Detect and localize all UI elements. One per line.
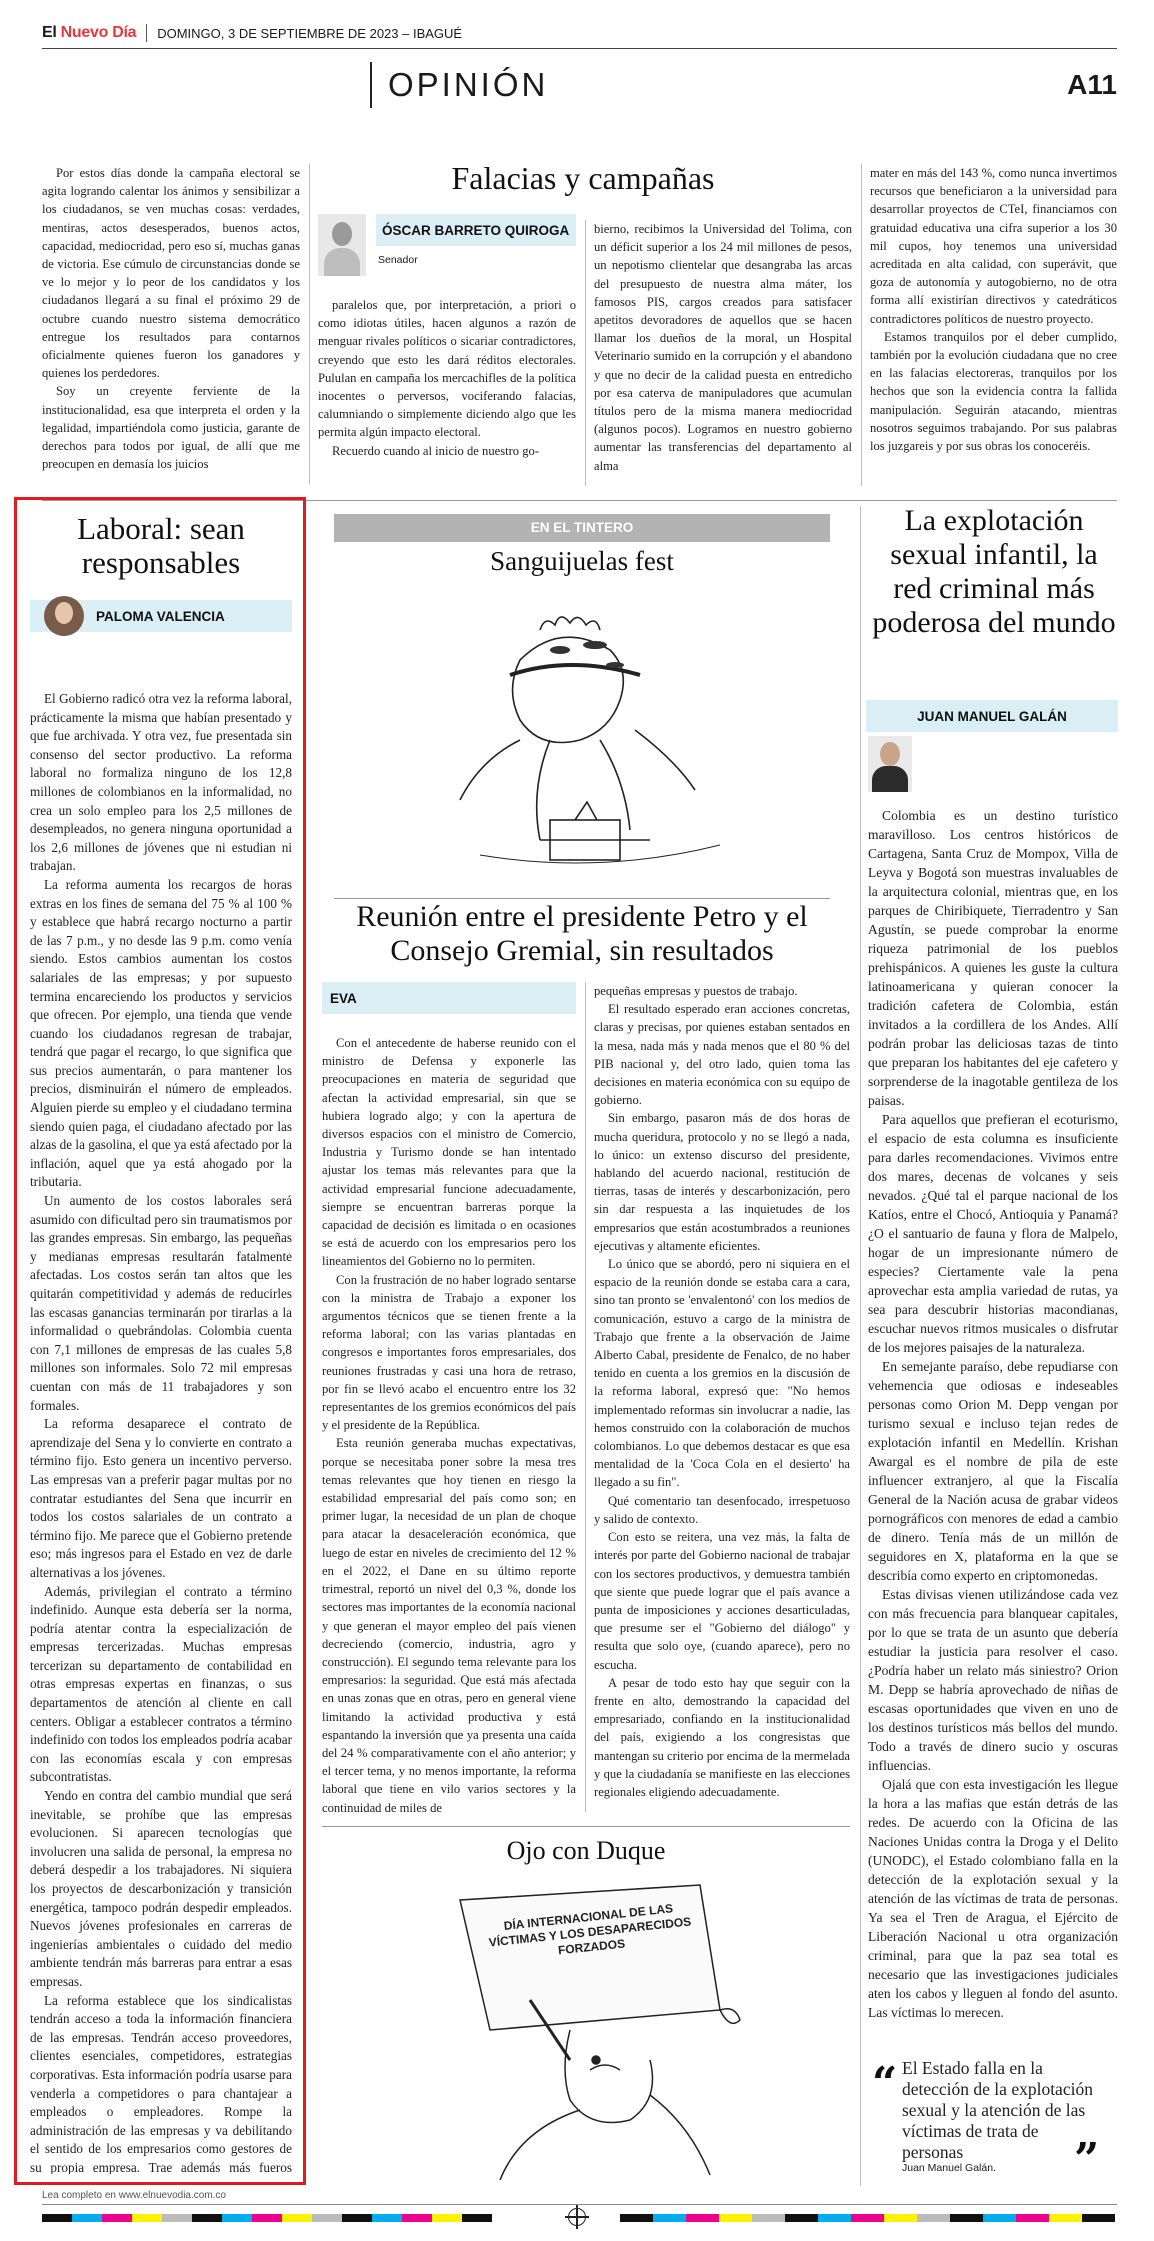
paragraph: El resultado esperado eran acciones concretas, claras y precisas, por quienes estaban sentados en la mesa, nada más y nada menos que el 80 % del PIB nacional y, del otro lado, quien toma las decisiones en materia económica con su equipo de gobierno. xyxy=(594,1002,850,1108)
registration-mark-icon xyxy=(568,2208,586,2226)
print-color-bar-left xyxy=(42,2214,492,2222)
left-article-byline xyxy=(30,596,292,636)
section-name: OPINIÓN xyxy=(388,66,549,103)
cartoon-rule xyxy=(334,898,830,899)
paragraph: Colombia es un destino turístico maravilloso. Los centros históricos de Cartagena, Santa Cruz de Mompox, Villa de Leyva y Bogotá son muestras invaluables de la arquitectura colonial, mientras que, en los parques de Chiribiquete, Tierradentro y San Agustín, se puede comprobar la enorme riqueza patrimonial de los pueblos prehispánicos. A quienes les guste la cultura latinoamericana y quieran conocer la tradición cafetera de Colombia, están invitados a la cordillera de los Andes. Allí podrán probar las deliciosas tazas de tinto que preparan los habitantes del eje cafetero y sorprenderse de la inagotable gentileza de los paisas. xyxy=(868,808,1118,1108)
column-rule xyxy=(860,506,861,2186)
author-name: PALOMA VALENCIA xyxy=(30,600,292,632)
column-rule xyxy=(585,220,586,486)
cartoon2-title: Ojo con Duque xyxy=(506,1836,666,1865)
column-rule xyxy=(309,164,310,484)
close-quote-icon: ” xyxy=(1074,2134,1100,2185)
left-article-title: Laboral: sean responsables xyxy=(77,511,245,580)
cartoon-drawing xyxy=(400,590,760,890)
paragraph: Lo único que se abordó, pero ni siquiera en el espacio de la reunión donde se estaba cara a cara, sino tan pronto se 'envalentonó' con los medios de comunicación, estuvo a cargo de la ministra de Trabajo que frente a la observación de Jaime Alberto Cabal, presidente de Fenalco, de no haber tenido en cuenta a los gremios en la discusión de la reforma laboral, expresó que: "No hemos implementado reformas sin involucrar a nadie, las hemos construido con la colaboración de muchos colombianos. Lo que debemos destacar es que esa mentalidad de la 'Coca Cola en el desierto' ha llegado a su fin". xyxy=(594,1257,850,1490)
newspaper-logo[interactable]: El Nuevo Día xyxy=(42,24,137,41)
en-el-tintero-kicker: EN EL TINTERO xyxy=(334,514,830,542)
top-article-col4 xyxy=(870,164,1117,494)
column-rule xyxy=(861,164,862,486)
center-article-col1 xyxy=(322,1034,576,1816)
paragraph: La reforma desaparece el contrato de aprendizaje del Sena y lo convierte en contrato a término fijo. Esto genera un incentivo perverso. Las empresas van a preferir pagar multas por no contratar estudiantes del Sena que incurrir en todos los costos salariales de un contrato a término fijo. Me parece que el Gobierno pretende eso; más ingresos para el Estado en vez de darle alternativas a los jóvenes. xyxy=(30,1416,292,1580)
paragraph: Recuerdo cuando al inicio de nuestro go- xyxy=(332,443,540,458)
top-article-col1 xyxy=(42,164,300,494)
paragraph: El Gobierno radicó otra vez la reforma laboral, prácticamente la misma que habían presentado y que fue archivada. Y otra vez, fue presentada sin consenso del sector productivo. La reforma laboral no formaliza ninguno de los 12,8 millones de colombianos en la informalidad, no crea un solo empleo para los 2,5 millones de desempleados, no genera ninguna oportunidad a los 2,6 millones de jóvenes que ni estudian ni trabajan. xyxy=(30,691,292,874)
paragraph: La reforma aumenta los recargos de horas extras en los fines de semana del 75 % al 100 % y establece que habrá recargo nocturno a partir de las 7 p.m., y no desde las 9 p.m. como venía siendo. Estos cambios aumentan los costos salariales de las empresas; y por supuesto termina encareciendo los productos y servicios que ofrecen. Por ejemplo, una tienda que vende cuando los ciudadanos regresan de trabajar, tendrá que pagar el recargo, lo que significa que sus precios aumentarán, o para mantener los precios, disminuirán el número de empleados. Alguien pierde su empleo y el ciudadano termina siendo quien paga, el ciudadano afectado por las alzas de la gasolina, el que ya está afectado por la inflación, aquel que ya está ahogado por la tributaria. xyxy=(30,876,292,1190)
paragraph: Estas divisas vienen utilizándose cada vez con más frecuencia para blanquear capitales, por lo que se trata de un asunto que debería estudiar la justicia para resolver el caso. ¿Podría haber un relato más siniestro? Orion M. Depp se habría aprovechado de niñas de escasas oportunidades que viven en uno de los destinos turísticos más bellos del mundo. Todo a través de dinero sucio y oscuras influencias. xyxy=(868,1587,1118,1773)
top-article-col2 xyxy=(318,296,576,486)
top-article-col3 xyxy=(594,220,852,492)
paragraph: paralelos que, por interpretación, a priori o como idiotas útiles, hacen algunos a razón de menguar rivales políticos o sicariar contradictores, creyendo que esto les dará réditos electorales. Pululan en campaña los mercachifles de la política inocentes o perversos, vociferando falacias, calumniando o simplemente diciendo algo que les permita algún impacto electoral. xyxy=(318,298,576,440)
masthead xyxy=(42,22,1117,44)
paragraph: Ojalá que con esta investigación les llegue la hora a las mafias que están detrás de las redes. De acuerdo con la Oficina de las Naciones Unidas contra la Droga y el Delito (UNODC), el Estado colombiano falla en la detección de la explotación sexual y la atención de las víctimas de trata de personas. Ya sea el Tren de Aragua, el Ejército de Liberación Nacional u otra organización criminal, para que la paz sea total es necesario que las investigaciones judiciales aten los cabos y lleguen al fondo del asunto. Las víctimas lo merecen. xyxy=(868,1777,1118,2020)
paragraph: La reforma establece que los sindicalistas tendrán acceso a toda la información financiera de las empresas. Tendrán acceso proveedores, clientes esenciales, competidores, estrategias corporativas. Esta información podría usarse para venderla a competidores o para chantajear a empleados o empleadores. Rompe la administración de las empresas y va debilitando el sentido de los empresarios como gestores de su propia empresa. Trae además más fueros xyxy=(30,1992,292,2174)
cartoon-sanguijuelas-illustration xyxy=(400,590,760,890)
cartoon-title: Sanguijuelas fest xyxy=(490,546,674,576)
cartoon2-rule xyxy=(322,1826,850,1827)
open-quote-icon: “ xyxy=(872,2058,898,2109)
right-article-body xyxy=(868,806,1118,2042)
paragraph: En semejante paraíso, debe repudiarse con vehemencia que odiosas e indeseables personas como Orion M. Depp vengan por turismo sexual e incluso tejan redes de explotación infantil en Medellín. Krishan Awargal es el nombre de pila de este influencer extranjero, al que la Fiscalía General de la Nación acusa de grabar videos pornográficos con menores de edad a cambio de dinero. Tenía más de un millón de seguidores en X, plataforma en la que se describía como experto en criptomonedas. xyxy=(868,1359,1118,1583)
paragraph: Sin embargo, pasaron más de dos horas de mucha queridura, protocolo y no se llegó a nada, lo único: un extenso discurso del presidente, hablando del acuerdo nacional, restitución de tierras, tasas de interés y descarbonización, pero sin dar respuesta a las inquietudes de los empresarios que están acostumbrados a reuniones ejecutivas y altamente eficientes. xyxy=(594,1111,850,1253)
paragraph: pequeñas empresas y puestos de trabajo. xyxy=(594,984,798,998)
header-rule xyxy=(42,48,1117,49)
paragraph: Yendo en contra del cambio mundial que será inevitable, se prohíbe que las empresas evolucionen. Si aparecen tecnologías que involucren una salida de personal, la empresa no deberá despedir a los trabajadores. Ni siquiera los proyectos de descarbonización y transición energética, tampoco podrán despedir empleados. Nuevos jóvenes profesionales en carreras de ingenierías ambientales o cuidado del medio ambiente tendrán más barreras para entrar a esas empresas. xyxy=(30,1788,292,1989)
top-article-title: Falacias y campañas xyxy=(451,160,715,196)
page-number: A11 xyxy=(1067,69,1117,100)
paragraph: Un aumento de los costos laborales será asumido con dificultad pero sin traumatismos por las grandes empresas. Sin embargo, las pequeñas y medianas empresas resultarán fatalmente afectadas. Los costos serán tan altos que les quitarán competitividad y además de reducirles las escasas ganancias terminarán por tirarlas a la informalidad o quebrándolas. Colombia cuenta con 7,1 millones de empresas de las cuales 5,8 millones son informales. Solo 72 mil empresas cuentan con más de 11 trabajadores y son formales. xyxy=(30,1193,292,1413)
author-role: Senador xyxy=(378,254,418,266)
paragraph: Soy un creyente ferviente de la institucionalidad, esa que interpreta el orden y la legalidad, impartiéndola como justicia, garante de derechos para todos por igual, de allí que me preocupen en demasía los juicios xyxy=(42,384,300,472)
right-article-author: JUAN MANUEL GALÁN xyxy=(866,700,1118,732)
pull-quote-author: Juan Manuel Galán. xyxy=(902,2162,996,2174)
author-photo xyxy=(868,736,912,792)
cartoon-sign-text: DÍA INTERNACIONAL DE LAS VÍCTIMAS Y LOS DESAPARECIDOS FORZADOS xyxy=(488,1901,692,1958)
left-article-body xyxy=(30,690,292,2174)
paragraph: Por estos días donde la campaña electoral se agita logrando calentar los ánimos y sensibilizar a los ciudadanos, se ven muchas cosas: verdades, mentiras, actos desesperados, buenos actos, capacidad, mediocridad, pero eso sí, muchas ganas de victoria. Ese cúmulo de circunstancias donde se ve lo mejor y lo peor de los candidatos y los ciudadanos llegará a su final el próximo 29 de octubre cuando nuestro sistema democrático entregue los resultados para contarnos oficialmente quienes fueron los ganadores y quienes los perdedores. xyxy=(42,166,300,381)
paragraph: A pesar de todo esto hay que seguir con la frente en alto, demostrando la capacidad del empresariado, confiando en la institucionalidad del país, exigiendo a los congresistas que mantengan su criterio por encima de la mermelada y que la ciudadanía se manifieste en las elecciones regionales eligiendo adecuadamente. xyxy=(594,1675,850,1799)
section-header xyxy=(370,62,1117,108)
footer-rule xyxy=(42,2204,1117,2205)
date-line: DOMINGO, 3 DE SEPTIEMBRE DE 2023 – IBAGUÉ xyxy=(157,25,463,41)
paragraph: Con esto se reitera, una vez más, la falta de interés por parte del Gobierno nacional de trabajar con los sectores productivos, y demuestra también que siente que puede lograr que el país avance a punta de imposiciones y acciones desarticuladas, que presume ser el "Gobierno del diálogo" y resulta que solo oye, (cuando aparece), pero no escucha. xyxy=(594,1530,850,1672)
author-name: ÓSCAR BARRETO QUIROGA xyxy=(376,214,576,246)
paragraph: Esta reunión generaba muchas expectativas, porque se necesitaba poner sobre la mesa tres temas relevantes que hoy tienen en riesgo la estabilidad empresarial del país como son; en primer lugar, la necesidad de un plan de choque para atacar la desaceleración económica, que luego de estar en niveles de crecimiento del 12 % en el 2022, el Dane en su último reporte trimestral, reportó un nivel del 0,3 %, donde los sectores mas importantes de la economía nacional y que generan el mayor empleo del país vienen decreciendo (comercio, industria, agro y construcción). El segundo tema relevante para los empresarios: la seguridad. Que está más afectada en unas zonas que en otras, pero en general viene limitando la actividad productiva y está espantando la inversión que ya presenta una caída del 24 % comparativamente con el año anterior; y el tercer tema, y no menos importante, la reforma laboral que tiene en vilo varios sectores y la continuidad de miles de xyxy=(322,1436,576,1815)
center-article-title: Reunión entre el presidente Petro y el Consejo Gremial, sin resultados xyxy=(356,900,808,967)
author-photo xyxy=(318,214,366,276)
masthead-divider xyxy=(146,24,147,42)
paragraph: Para aquellos que prefieran el ecoturismo, el espacio de esta columna es insuficiente para darles recomendaciones. Vivimos entre dos mares, decenas de volcanes y seis nevados. ¿Qué tal el parque nacional de los Katíos, entre el Chocó, Antioquia y Panamá? ¿O el santuario de fauna y flora de Malpelo, hogar de un impresionante número de especies? Ciertamente vale la pena aprovechar esta amplia variedad de rutas, ya sea para descubrir historias macondianas, escuchar nuevos ritmos musicales o disfrutar de los mejores paisajes de la naturaleza. xyxy=(868,1112,1118,1355)
center-article-col2 xyxy=(594,982,850,1816)
pull-quote: El Estado falla en la detección de la explotación sexual y la atención de las víctimas de trata de personas xyxy=(902,2058,1093,2162)
print-color-bar-right xyxy=(620,2214,1115,2222)
cartoon2-drawing xyxy=(420,1880,760,2180)
paragraph: Con la frustración de no haber logrado sentarse con la ministra de Trabajo a exponer los argumentos técnicos que se tienen frente a la reforma laboral; con las varias plantadas en congresos e importantes foros empresariales, dos reuniones frustradas y casi una hora de retraso, por fin se llevó acabo el encuentro entre los 32 representantes de los gremios económicos del país y el presidente de la República. xyxy=(322,1272,576,1433)
right-article-title: La explotación sexual infantil, la red criminal más poderosa del mundo xyxy=(872,504,1116,639)
paragraph: Estamos tranquilos por el deber cumplido, también por la evolución ciudadana que no cree en las falacias electoreras, tranquilos por los hechos que son la evidencia contra la fallida manipulación. Seguirán atacando, mientras nosotros seguimos trabajando. Por sus palabras los juzgareis y por sus obras los conoceréis. xyxy=(870,329,1117,454)
center-article-author: EVA xyxy=(322,982,576,1014)
footer-note[interactable]: Lea completo en www.elnuevodia.com.co xyxy=(42,2190,226,2201)
paragraph: mater en más del 143 %, como nunca invertimos recursos que beneficiaron a la universidad para desarrollar proyectos de CTeI, financiamos con gratuidad educativa una cifra superior a los 30 mil cupos, hoy tenemos una universidad acreditada en alta calidad, con superávit, que goza de autonomía y autogobierno, no de otra forma allí existirían directivos y catedráticos contradictores políticos de nuestro proyecto. xyxy=(870,166,1117,326)
paragraph: Además, privilegian el contrato a término indefinido. Aunque esta debería ser la norma, podría atentar contra la especialización de empresas tercerizadas. Muchas empresas tercerizan su departamento de contabilidad en otras empresas expertas en finanzas, o sus departamentos de atención al cliente en call centers. Obligar a establecer contratos a término indefinido con todos los empleados podría acabar con las economías escala y con empresas subcontratistas. xyxy=(30,1583,292,1785)
paragraph: Qué comentario tan desenfocado, irrespetuoso y salido de contexto. xyxy=(594,1493,850,1526)
top-article-byline xyxy=(318,214,578,284)
author-photo xyxy=(44,596,84,636)
paragraph: bierno, recibimos la Universidad del Tolima, con un déficit superior a los 24 mil millones de pesos, un nepotismo clientelar que desangraba las arcas del presupuesto de nuestra alma máter, los famosos PIS, cargos creados para satisfacer apetitos devoradores de aquellos que se hacen llamar los dueños de la moral, un Hospital Veterinario sumido en la corrupción y el abandono y que no decir de la calidad puesta en entredicho por esa caterva de manipuladores que acumulan títulos pero de la misma manera mediocridad (algunos pocos). Logramos en nuestro gobierno aumentar las transferencias del departamento al alma xyxy=(594,222,852,473)
paragraph: Con el antecedente de haberse reunido con el ministro de Defensa y exponerle las preocupaciones en materia de seguridad que afectan la actividad empresarial, sin que se hubiera logrado algo; y con la apertura de diversos espacios con el ministro de Comercio, Industria y Turismo donde se han intentado ajustar los temas más relevantes para que la actividad empresarial funcione adecuadamente, siempre se encuentran barreras porque la capacidad de decisión es limitada o en ocasiones se está de acuerdo con los empresarios pero los lineamientos del Gobierno no lo permiten. xyxy=(322,1036,576,1269)
column-rule xyxy=(585,982,586,1812)
